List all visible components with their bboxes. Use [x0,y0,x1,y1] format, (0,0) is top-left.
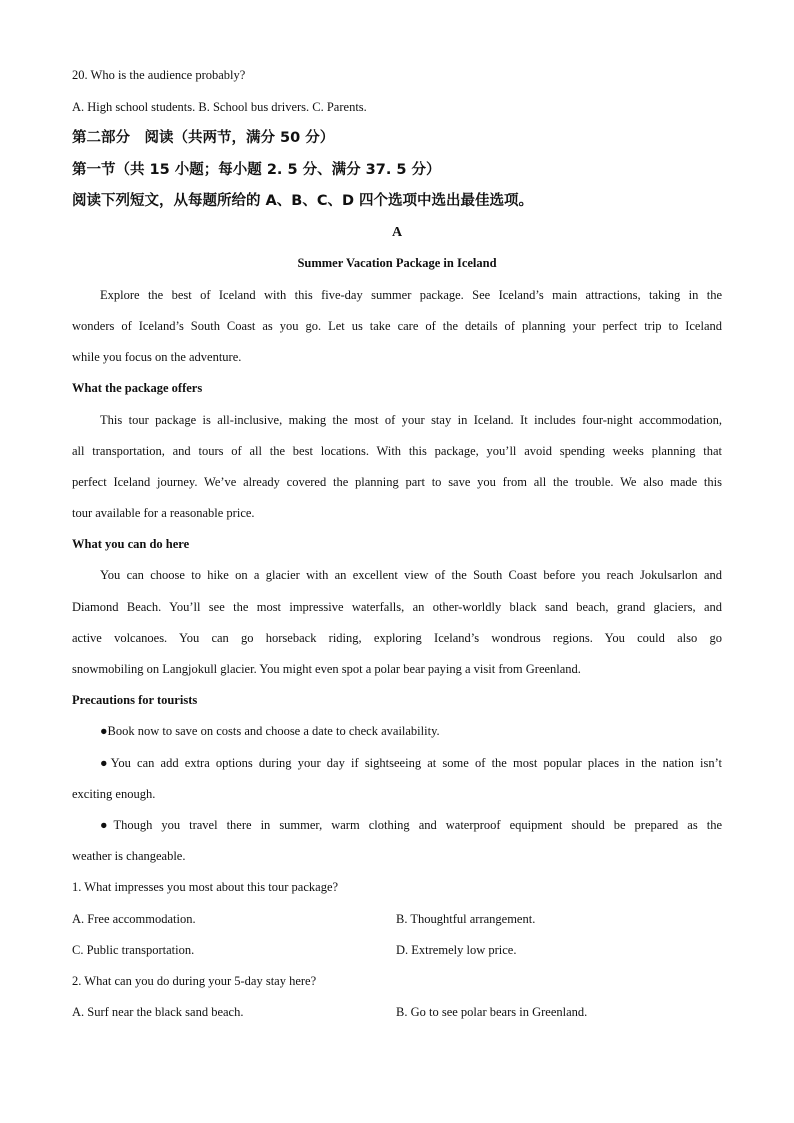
offers-line: perfect Iceland journey. We’ve already covered the planning part to save you from all the trouble. We also made this [72,475,722,489]
question-2: 2. What can you do during your 5-day stay here? [72,974,317,988]
section-heading: 第二部分 阅读（共两节，满分 50 分） [72,130,335,146]
precaution-item: ●Though you travel there in summer, warm clothing and waterproof equipment should be prepared as the [100,818,722,832]
cando-line: snowmobiling on Langjokull glacier. You might even spot a polar bear paying a visit from Greenland. [72,662,581,676]
intro-line: while you focus on the adventure. [72,350,242,364]
precautions-heading: Precautions for tourists [72,693,198,707]
question-2-option-b: B. Go to see polar bears in Greenland. [396,1005,588,1019]
precaution-item: weather is changeable. [72,849,186,863]
offers-line: tour available for a reasonable price. [72,506,255,520]
offers-heading: What the package offers [72,381,203,395]
cando-line: You can choose to hike on a glacier with an excellent view of the South Coast before you reach Jokulsarlon and [100,568,722,582]
question-20-options: A. High school students. B. School bus drivers. C. Parents. [72,100,367,114]
question-1-option-b: B. Thoughtful arrangement. [396,912,536,926]
cando-heading: What you can do here [72,537,190,551]
instruction: 阅读下列短文，从每题所给的 A、B、C、D 四个选项中选出最佳选项。 [72,193,534,209]
passage-label: A [391,225,403,240]
precaution-item: ●You can add extra options during your day if sightseeing at some of the most popular places in the nation isn’t [100,756,722,770]
intro-line: wonders of Iceland’s South Coast as you go. Let us take care of the details of planning your perfect trip to Iceland [72,319,722,333]
question-1-option-c: C. Public transportation. [72,943,195,957]
precaution-item: exciting enough. [72,787,156,801]
offers-line: This tour package is all-inclusive, making the most of your stay in Iceland. It includes four-night accommodation, [100,413,722,427]
precaution-item: ●Book now to save on costs and choose a date to check availability. [100,724,440,738]
question-1: 1. What impresses you most about this tour package? [72,880,339,894]
cando-line: Diamond Beach. You’ll see the most impressive waterfalls, an other-worldly black sand beach, grand glaciers, and [72,600,722,614]
passage-title: Summer Vacation Package in Iceland [297,256,497,270]
question-20: 20. Who is the audience probably? [72,68,246,82]
question-1-option-d: D. Extremely low price. [396,943,517,957]
cando-line: active volcanoes. You can go horseback riding, exploring Iceland’s wondrous regions. You could also go [72,631,722,645]
intro-line: Explore the best of Iceland with this five-day summer package. See Iceland’s main attractions, taking in the [100,288,722,302]
question-1-option-a: A. Free accommodation. [72,912,196,926]
question-2-option-a: A. Surf near the black sand beach. [72,1005,244,1019]
part1-heading: 第一节（共 15 小题；每小题 2. 5 分、满分 37. 5 分） [72,162,441,178]
offers-line: all transportation, and tours of all the best locations. With this package, you’ll avoid spending weeks planning that [72,444,722,458]
